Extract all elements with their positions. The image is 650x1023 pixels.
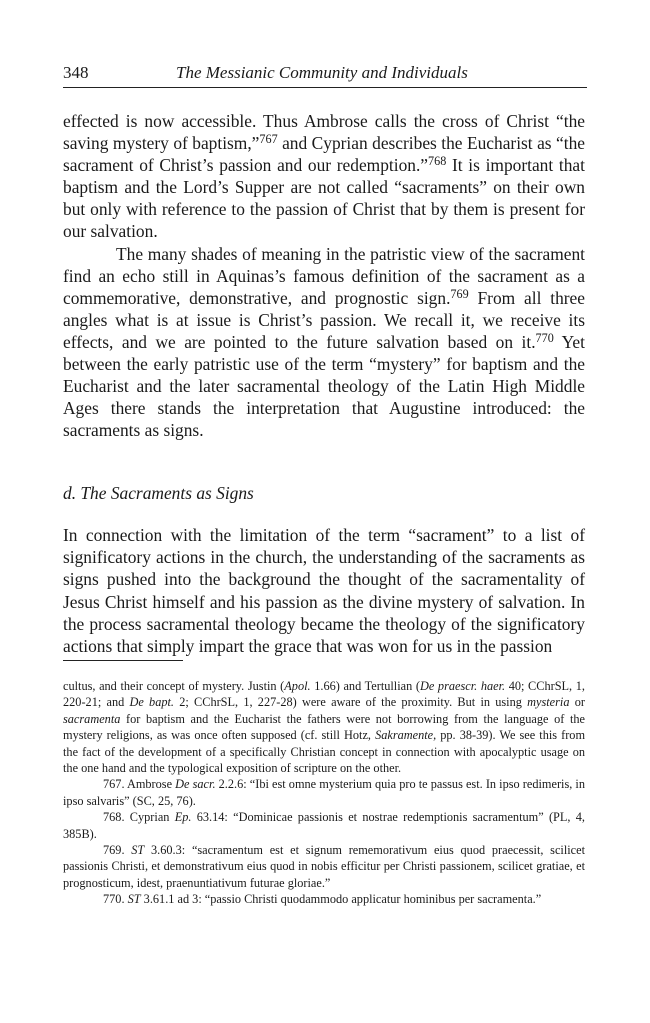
section-heading: d. The Sacraments as Signs (63, 483, 254, 503)
citation-title: De bapt. (129, 695, 174, 710)
footnote-ref: 769 (450, 286, 469, 301)
citation-title: ST (127, 892, 141, 907)
footnote-rule (63, 660, 183, 661)
text-run: 2.2.6: “Ibi est omne mysterium quia pro te passus est. In ipso redimeris, in ipso salvaris” (SC, 25, 76). (63, 777, 585, 808)
text-run: 3.61.1 ad 3: “passio Christi quodammodo applicatur hominibus per sacramenta.” (140, 892, 542, 907)
text-run: 770. (103, 892, 128, 907)
footnote-ref: 767 (259, 132, 278, 147)
citation-title: De sacr. (175, 777, 216, 792)
text-run: and Cyprian describes the Eucharist as “the sacrament of Christ’s passion and our redemption.” (63, 133, 585, 176)
footnote-768 (63, 809, 585, 842)
text-run: for baptism and the Eucharist the fathers were not borrowing from the language of the mystery religions, as was once often supposed (cf. still Hotz, (63, 711, 585, 743)
text-run: 767. Ambrose (103, 777, 176, 792)
text-run: cultus, and their concept of mystery. Justin ( (63, 679, 285, 693)
citation-title: ST (131, 843, 145, 858)
text-run: Yet between the early patristic use of the term “mystery” for baptism and the Eucharist and the later sacramental theology of the Latin High Middle Ages there stands the interpretation that Augustine introduced: the sacraments as signs. (63, 331, 585, 441)
text-run: 40; CChrSL, 1, 220-21; and (63, 679, 585, 710)
footnote-continued (63, 678, 585, 776)
text-run: 1.66) and Tertullian ( (310, 679, 420, 693)
paragraph: In connection with the limitation of the term “sacrament” to a list of significatory actions in the church, the understanding of the sacraments as signs pushed into the background the thought of the sacramentality of Jesus Christ himself and his passion as the divine mystery of salvation. In the process sacramental theology became the theology of the significatory actions that simply impart the grace that was won for us in the passion (63, 525, 585, 657)
text-run: From all three angles what is at issue is Christ’s passion. We recall it, we receive its effects, and we are pointed to the future salvation based on it. (63, 287, 585, 352)
text-run: 2; CChrSL, 1, 227-28) were aware of the proximity. But in using (174, 695, 528, 710)
text-run: 3.60.3: “sacramentum est et signum rememorativum eius quod praecessit, scilicet passionis Christi, et demonstrativum eius quod in nobis efficitur per Christi passionem, scilicet gratiae, et prognosticum, idest, praenuntiativum futurae gloriae.” (63, 843, 586, 890)
text-run: 768. Cyprian (103, 810, 175, 825)
header-rule (63, 87, 587, 88)
paragraph (63, 110, 585, 243)
footnote-770 (63, 891, 585, 907)
footnotes (63, 678, 585, 908)
paragraph (63, 243, 585, 442)
text-run: effected is now accessible. Thus Ambrose calls the cross of Christ “the saving mystery of baptism,” (63, 111, 585, 154)
citation-title: Sakramente, (375, 728, 437, 743)
main-text (63, 110, 585, 441)
text-run: The many shades of meaning in the patristic view of the sacrament find an echo still in Aquinas’s famous definition of the sacrament as a commemorative, demonstrative, and prognostic sign. (63, 243, 585, 308)
footnote-769 (63, 842, 585, 891)
footnote-ref: 770 (535, 330, 554, 345)
latin-term: mysteria (527, 695, 570, 710)
text-run: 769. (103, 843, 132, 858)
text-run: or (569, 695, 585, 710)
text-run: pp. 38-39). We see this from the fact of the development of a specifically Christian concept in connection with apocalyptic usage on the one hand and the typological exposition of scripture on the other. (63, 728, 586, 776)
citation-title: Apol. (284, 679, 311, 693)
section-text (63, 524, 585, 657)
footnote-ref: 768 (428, 154, 447, 169)
text-run: It is important that baptism and the Lord’s Supper are not called “sacraments” on their own but only with reference to the passion of Christ that by them is present for our salvation. (63, 155, 585, 242)
latin-term: sacramenta (63, 711, 121, 726)
citation-title: De praescr. haer. (419, 679, 506, 693)
page-number: 348 (63, 63, 89, 82)
footnote-767 (63, 776, 585, 809)
text-run: 63.14: “Dominicae passionis et nostrae redemptionis sacramentum” (PL, 4, 385B). (63, 810, 585, 841)
citation-title: Ep. (174, 810, 192, 825)
running-title: The Messianic Community and Individuals (176, 63, 468, 82)
